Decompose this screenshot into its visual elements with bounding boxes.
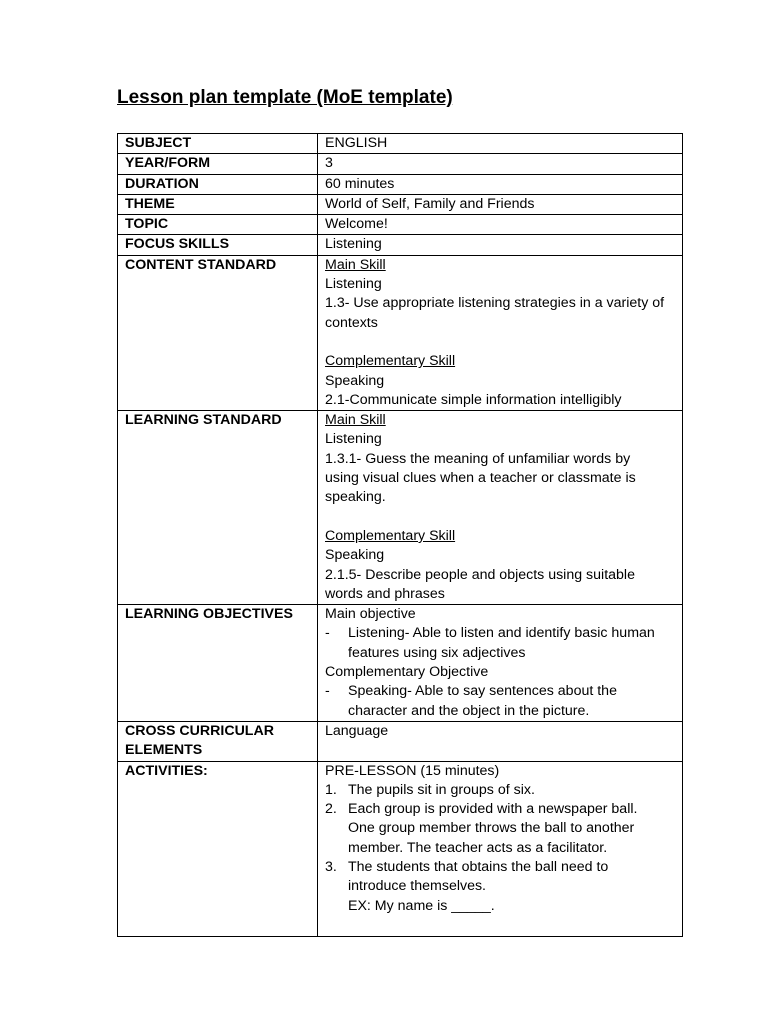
table-row-content-standard xyxy=(118,255,683,410)
content-complementary-skill-heading: Complementary Skill xyxy=(325,353,456,370)
activities-label: ACTIVITIES: xyxy=(118,761,318,936)
spacer xyxy=(325,333,682,352)
list-item xyxy=(325,858,660,897)
learning-complementary-text: 2.1.5- Describe people and objects using suitable words and phrases xyxy=(325,566,635,602)
learning-standard-value xyxy=(318,411,683,605)
cross-curricular-label-line2: ELEMENTS xyxy=(125,742,203,759)
main-objective-item xyxy=(325,624,660,663)
subject-label: SUBJECT xyxy=(118,134,318,154)
table-row-subject xyxy=(118,134,683,154)
duration-value: 60 minutes xyxy=(318,174,683,194)
list-item-text: Each group is provided with a newspaper ball. One group member throws the ball to another member. The teacher acts as a facilitator. xyxy=(348,801,638,856)
duration-label: DURATION xyxy=(118,174,318,194)
content-main-skill-heading: Main Skill xyxy=(325,256,386,273)
content-main-skill: Listening xyxy=(325,276,382,293)
learning-complementary-skill-heading: Complementary Skill xyxy=(325,527,456,544)
activities-list xyxy=(325,781,660,897)
table-row-learning-objectives xyxy=(118,605,683,722)
activities-value xyxy=(318,761,683,936)
learning-main-skill-heading: Main Skill xyxy=(325,412,386,429)
table-row-topic xyxy=(118,215,683,235)
cross-curricular-label xyxy=(118,721,318,761)
table-row-learning-standard xyxy=(118,411,683,605)
year-value: 3 xyxy=(318,154,683,174)
list-item-number: 1. xyxy=(325,781,337,798)
topic-label: TOPIC xyxy=(118,215,318,235)
dash-marker: - xyxy=(325,625,330,642)
example-line: EX: My name is _____. xyxy=(348,897,495,914)
complementary-objective-text: Speaking- Able to say sentences about the character and the object in the picture. xyxy=(348,683,617,719)
table-row-focus-skills xyxy=(118,235,683,255)
list-item-number: 3. xyxy=(325,858,337,875)
spacer xyxy=(325,508,660,527)
learning-complementary-skill: Speaking xyxy=(325,547,385,564)
main-objective-heading: Main objective xyxy=(325,606,416,623)
learning-objectives-value xyxy=(318,605,683,722)
list-item-text: The students that obtains the ball need to introduce themselves. xyxy=(348,858,609,895)
table-row-activities xyxy=(118,761,683,936)
theme-label: THEME xyxy=(118,194,318,214)
list-item xyxy=(325,800,660,858)
content-standard-label: CONTENT STANDARD xyxy=(118,255,318,410)
table-row-year xyxy=(118,154,683,174)
learning-main-text: 1.3.1- Guess the meaning of unfamiliar words by using visual clues when a teacher or classmate is speaking. xyxy=(325,450,636,506)
table-row-cross-curricular xyxy=(118,721,683,761)
dash-marker: - xyxy=(325,683,330,700)
theme-value: World of Self, Family and Friends xyxy=(318,194,683,214)
main-objective-text: Listening- Able to listen and identify basic human features using six adjectives xyxy=(348,625,655,661)
learning-main-skill: Listening xyxy=(325,431,382,448)
year-label: YEAR/FORM xyxy=(118,154,318,174)
lesson-plan-table xyxy=(117,133,683,937)
topic-value: Welcome! xyxy=(318,215,683,235)
content-main-text: 1.3- Use appropriate listening strategies in a variety of contexts xyxy=(325,295,665,331)
complementary-objective-item xyxy=(325,682,660,721)
focus-skills-label: FOCUS SKILLS xyxy=(118,235,318,255)
table-row-duration xyxy=(118,174,683,194)
content-standard-value xyxy=(318,255,683,410)
focus-skills-value: Listening xyxy=(318,235,683,255)
content-complementary-skill: Speaking xyxy=(325,372,385,389)
subject-value: ENGLISH xyxy=(318,134,683,154)
cross-curricular-value: Language xyxy=(318,721,683,761)
content-complementary-text: 2.1-Communicate simple information intelligibly xyxy=(325,391,622,408)
complementary-objective-heading: Complementary Objective xyxy=(325,664,489,681)
pre-lesson-heading: PRE-LESSON (15 minutes) xyxy=(325,762,500,779)
list-item-number: 2. xyxy=(325,801,337,818)
list-item-text: The pupils sit in groups of six. xyxy=(348,781,535,798)
table-row-theme xyxy=(118,194,683,214)
cross-curricular-label-line1: CROSS CURRICULAR xyxy=(125,722,274,739)
list-item xyxy=(325,781,660,800)
learning-objectives-label: LEARNING OBJECTIVES xyxy=(118,605,318,722)
learning-standard-label: LEARNING STANDARD xyxy=(118,411,318,605)
document-title: Lesson plan template (MoE template) xyxy=(117,87,453,108)
